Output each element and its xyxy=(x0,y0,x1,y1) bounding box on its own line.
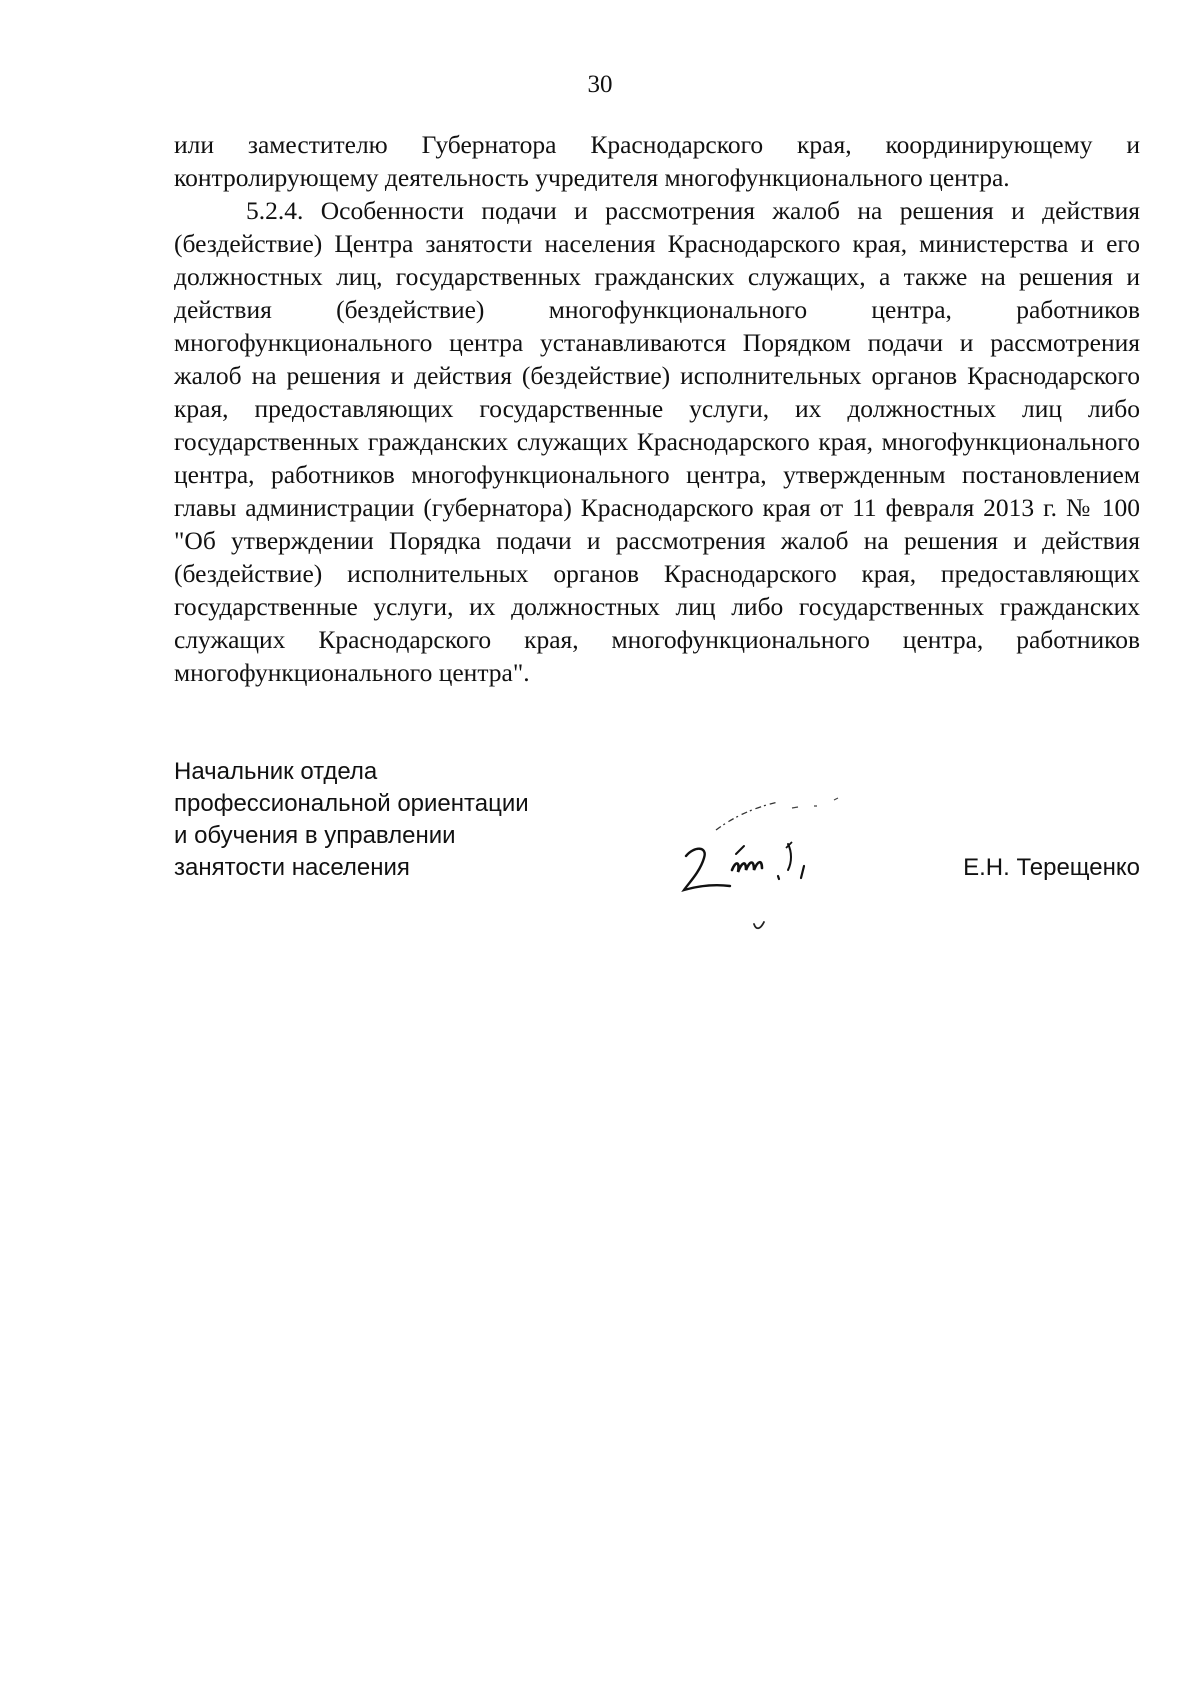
signer-name: Е.Н. Терещенко xyxy=(963,854,1140,881)
signer-title-line: Начальник отдела xyxy=(174,758,378,785)
document-body xyxy=(174,128,1140,689)
signature-block xyxy=(174,756,1140,936)
signer-title-line: и обучения в управлении xyxy=(174,822,456,849)
page-number: 30 xyxy=(587,71,613,98)
handwritten-signature xyxy=(674,786,894,936)
signer-title-line: занятости населения xyxy=(174,854,410,881)
paragraph-continuation: или заместителю Губернатора Краснодарского края, координирующему и контролирующему деятельность учредителя многофункционального центра. xyxy=(174,130,1140,192)
signer-title xyxy=(174,756,594,884)
paragraph-5-2-4: 5.2.4. Особенности подачи и рассмотрения жалоб на решения и действия (бездействие) Центра занятости населения Краснодарского края, министерства и его должностных лиц, государственных гражданских служащих, а также на решения и действия (бездействие) многофункционального центра, работников многофункционального центра устанавливаются Порядком подачи и рассмотрения жалоб на решения и действия (бездействие) исполнительных органов Краснодарского края, предоставляющих государственные услуги, их должностных лиц либо государственных гражданских служащих Краснодарского края, многофункционального центра, работников многофункционального центра, утвержденным постановлением главы администрации (губернатора) Краснодарского края от 11 февраля 2013 г. № 100 "Об утверждении Порядка подачи и рассмотрения жалоб на решения и действия (бездействие) исполнительных органов Краснодарского края, предоставляющих государственные услуги, их должностных лиц либо государственных гражданских служащих Краснодарского края, многофункционального центра, работников многофункционального центра". xyxy=(174,196,1140,687)
signer-title-line: профессиональной ориентации xyxy=(174,790,529,817)
